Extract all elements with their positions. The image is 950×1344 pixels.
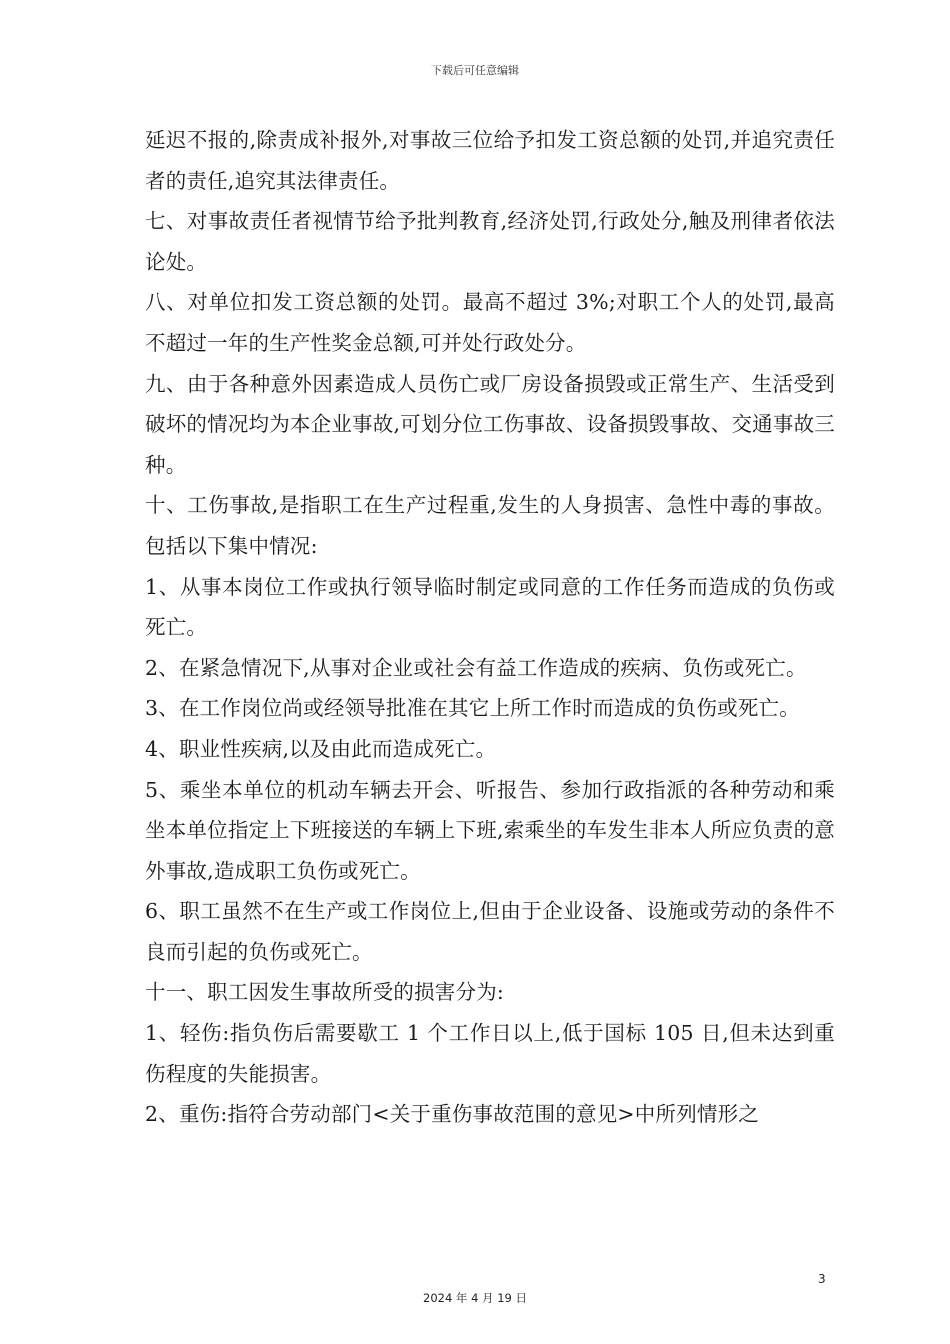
paragraph: 七、对事故责任者视情节给予批判教育,经济处罚,行政处分,触及刑律者依法论处。 bbox=[145, 209, 835, 274]
document-body bbox=[145, 120, 835, 1135]
paragraph: 2、重伤:指符合劳动部门<关于重伤事故范围的意见>中所列情形之 bbox=[145, 1102, 760, 1127]
page-header: 下载后可任意编辑 bbox=[431, 64, 519, 77]
paragraph: 十、工伤事故,是指职工在生产过程重,发生的人身损害、急性中毒的事故。包括以下集中情况: bbox=[145, 493, 835, 558]
paragraph: 2、在紧急情况下,从事对企业或社会有益工作造成的疾病、负伤或死亡。 bbox=[145, 655, 807, 680]
paragraph: 1、从事本岗位工作或执行领导临时制定或同意的工作任务而造成的负伤或死亡。 bbox=[145, 574, 835, 640]
page-number: 3 bbox=[818, 1272, 826, 1286]
paragraph: 八、对单位扣发工资总额的处罚。最高不超过 3%;对职工个人的处罚,最高不超过一年的生产性奖金总额,可并处行政处分。 bbox=[145, 290, 835, 355]
paragraph: 3、在工作岗位尚或经领导批准在其它上所工作时而造成的负伤或死亡。 bbox=[145, 696, 800, 721]
paragraph: 6、职工虽然不在生产或工作岗位上,但由于企业设备、设施或劳动的条件不良而引起的负伤或死亡。 bbox=[145, 899, 835, 964]
footer-date: 2024 年 4 月 19 日 bbox=[423, 1291, 527, 1305]
paragraph: 十一、职工因发生事故所受的损害分为: bbox=[145, 980, 505, 1005]
paragraph: 延迟不报的,除责成补报外,对事故三位给予扣发工资总额的处罚,并追究责任者的责任,追究其法律责任。 bbox=[145, 128, 835, 193]
paragraph: 九、由于各种意外因素造成人员伤亡或厂房设备损毁或正常生产、生活受到破坏的情况均为本企业事故,可划分位工伤事故、设备损毁事故、交通事故三种。 bbox=[145, 371, 835, 477]
paragraph: 1、轻伤:指负伤后需要歇工 1 个工作日以上,低于国标 105 日,但未达到重伤程度的失能损害。 bbox=[145, 1021, 835, 1086]
paragraph: 5、乘坐本单位的机动车辆去开会、听报告、参加行政指派的各种劳动和乘坐本单位指定上下班接送的车辆上下班,索乘坐的车发生非本人所应负责的意外事故,造成职工负伤或死亡。 bbox=[145, 777, 835, 883]
paragraph: 4、职业性疾病,以及由此而造成死亡。 bbox=[145, 736, 497, 761]
